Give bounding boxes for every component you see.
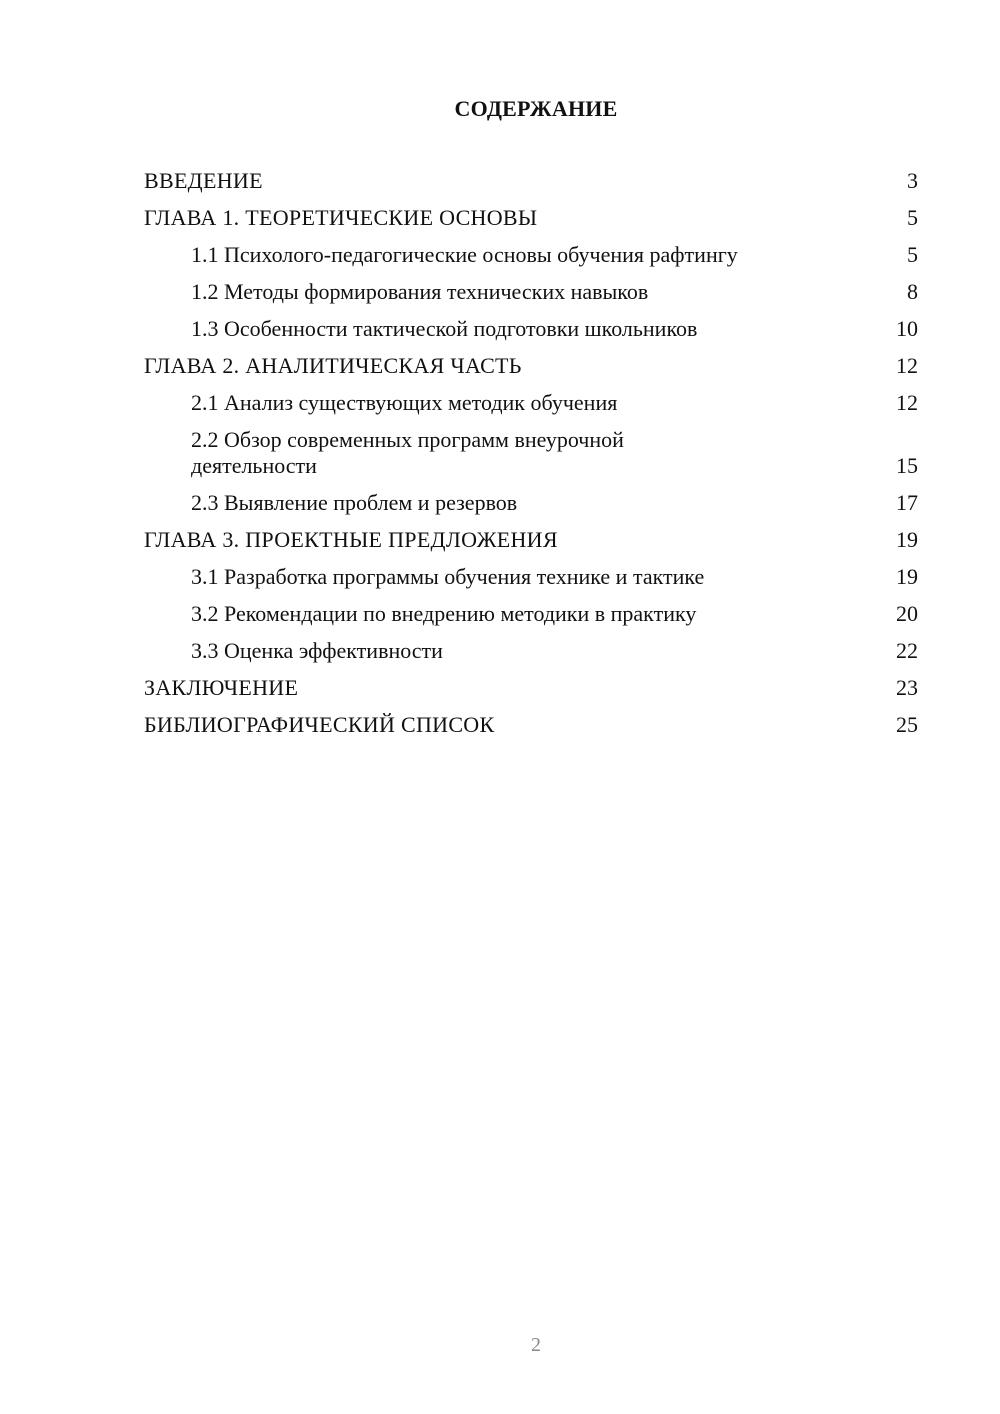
toc-entry-label: 2.3 Выявление проблем и резервов [191,490,518,515]
toc-entry-page: 15 [896,453,918,478]
toc-entry-page: 22 [896,638,918,663]
table-of-contents [144,168,918,749]
toc-entry-label: 3.2 Рекомендации по внедрению методики в практику [191,601,697,626]
toc-entry-label: 1.3 Особенности тактической подготовки школьников [191,316,698,341]
toc-entry-section-1-1[interactable] [144,242,918,268]
toc-entry-section-1-2[interactable] [144,279,918,305]
toc-entry-page: 5 [907,242,918,267]
toc-entry-section-2-3[interactable] [144,490,918,516]
toc-entry-page: 25 [896,712,918,737]
toc-entry-section-2-2[interactable] [144,427,918,479]
toc-entry-page: 19 [896,564,918,589]
toc-entry-page: 20 [896,601,918,626]
toc-entry-label: ГЛАВА 2. АНАЛИТИЧЕСКАЯ ЧАСТЬ [144,353,522,378]
toc-entry-section-2-1[interactable] [144,390,918,416]
toc-entry-section-3-3[interactable] [144,638,918,664]
toc-entry-label: 3.3 Оценка эффективности [191,638,443,663]
toc-entry-page: 12 [896,353,918,378]
toc-entry-section-3-1[interactable] [144,564,918,590]
toc-entry-page: 12 [896,390,918,415]
toc-entry-label: 2.2 Обзор современных программ внеурочной деятельности [191,427,624,478]
toc-entry-chapter-2[interactable] [144,353,918,379]
toc-entry-label: 1.2 Методы формирования технических навыков [191,279,649,304]
toc-entry-introduction[interactable] [144,168,918,194]
page-number: 2 [531,1334,541,1356]
toc-entry-page: 3 [907,168,918,193]
toc-entry-label: ВВЕДЕНИЕ [144,168,263,193]
toc-entry-label: БИБЛИОГРАФИЧЕСКИЙ СПИСОК [144,712,495,737]
toc-entry-label: 3.1 Разработка программы обучения технике и тактике [191,564,705,589]
toc-entry-section-3-2[interactable] [144,601,918,627]
toc-entry-label: ГЛАВА 1. ТЕОРЕТИЧЕСКИЕ ОСНОВЫ [144,205,538,230]
toc-title: СОДЕРЖАНИЕ [454,96,618,121]
toc-entry-chapter-3[interactable] [144,527,918,553]
toc-entry-page: 10 [896,316,918,341]
toc-entry-section-1-3[interactable] [144,316,918,342]
toc-entry-bibliography[interactable] [144,712,918,738]
toc-entry-page: 8 [907,279,918,304]
toc-entry-chapter-1[interactable] [144,205,918,231]
toc-entry-page: 17 [896,490,918,515]
toc-entry-page: 23 [896,675,918,700]
toc-entry-label: ГЛАВА 3. ПРОЕКТНЫЕ ПРЕДЛОЖЕНИЯ [144,527,558,552]
toc-entry-label: ЗАКЛЮЧЕНИЕ [144,675,299,700]
toc-entry-page: 5 [907,205,918,230]
toc-entry-page: 19 [896,527,918,552]
toc-entry-conclusion[interactable] [144,675,918,701]
toc-entry-label: 1.1 Психолого-педагогические основы обучения рафтингу [191,242,738,267]
toc-entry-label: 2.1 Анализ существующих методик обучения [191,390,618,415]
